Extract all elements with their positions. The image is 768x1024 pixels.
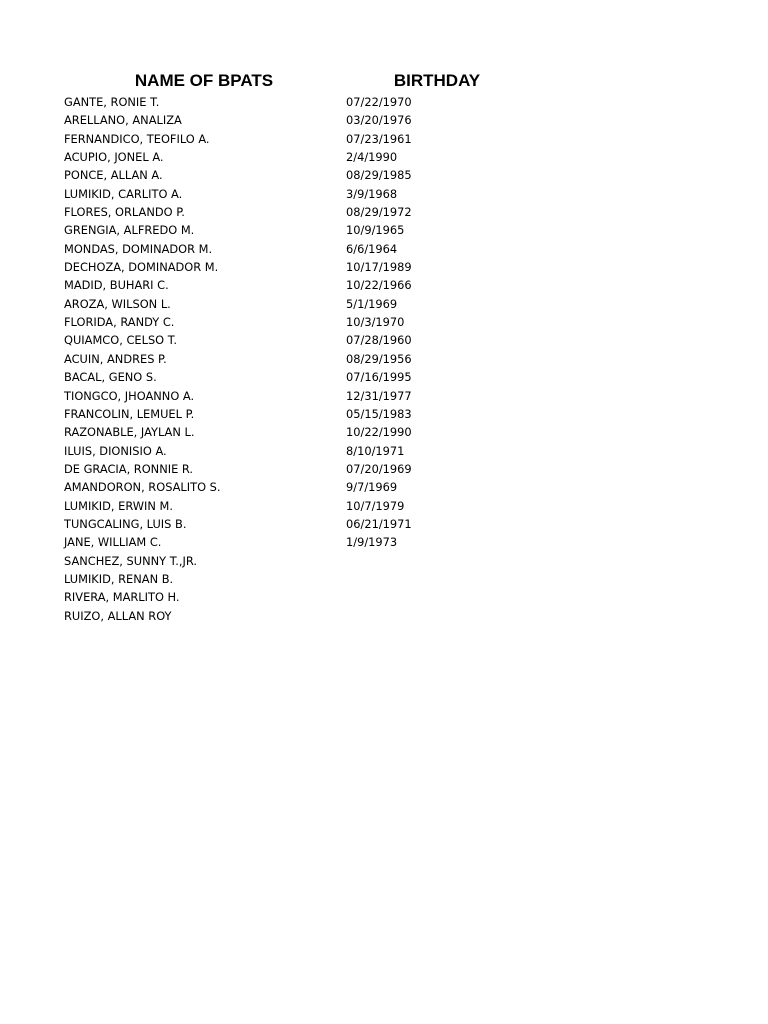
bpat-name: RIVERA, MARLITO H. <box>64 590 180 605</box>
column-header-name: NAME OF BPATS <box>134 71 274 90</box>
bpat-birthday: 08/29/1985 <box>346 168 412 183</box>
bpat-name: DE GRACIA, RONNIE R. <box>64 461 194 476</box>
list-row <box>64 368 484 386</box>
list-row <box>64 460 484 478</box>
list-row <box>64 130 484 148</box>
list-row <box>64 405 484 423</box>
bpat-birthday: 03/20/1976 <box>346 113 412 128</box>
list-row <box>64 221 484 239</box>
bpat-birthday: 2/4/1990 <box>346 150 398 165</box>
list-row <box>64 148 484 166</box>
bpat-birthday: 5/1/1969 <box>346 296 398 311</box>
bpat-birthday: 8/10/1971 <box>346 443 405 458</box>
bpat-name: ACUPIO, JONEL A. <box>64 150 164 165</box>
list-row <box>64 497 484 515</box>
list-row <box>64 166 484 184</box>
list-row <box>64 93 484 111</box>
list-row <box>64 588 484 606</box>
list-row <box>64 258 484 276</box>
bpat-birthday: 10/22/1990 <box>346 425 412 440</box>
bpat-birthday: 06/21/1971 <box>346 516 412 531</box>
bpat-name: ARELLANO, ANALIZA <box>64 113 182 128</box>
bpat-birthday: 07/20/1969 <box>346 461 412 476</box>
list-row <box>64 442 484 460</box>
bpat-name: LUMIKID, ERWIN M. <box>64 498 174 513</box>
bpats-list <box>64 93 484 625</box>
bpat-birthday: 05/15/1983 <box>346 406 412 421</box>
bpat-birthday: 10/22/1966 <box>346 278 412 293</box>
bpat-name: GANTE, RONIE T. <box>64 95 160 109</box>
bpat-birthday: 6/6/1964 <box>346 241 398 256</box>
bpat-birthday: 9/7/1969 <box>346 480 398 495</box>
list-row <box>64 240 484 258</box>
list-row <box>64 533 484 551</box>
bpat-name: BACAL, GENO S. <box>64 370 157 385</box>
list-row <box>64 203 484 221</box>
bpat-birthday: 12/31/1977 <box>346 388 412 403</box>
bpat-name: TIONGCO, JHOANNO A. <box>64 388 195 403</box>
list-row <box>64 478 484 496</box>
list-row <box>64 276 484 294</box>
list-row <box>64 350 484 368</box>
bpat-birthday: 3/9/1968 <box>346 186 398 201</box>
bpat-birthday: 10/9/1965 <box>346 223 405 238</box>
bpat-name: FLORIDA, RANDY C. <box>64 315 175 330</box>
bpat-name: SANCHEZ, SUNNY T.,JR. <box>64 553 198 568</box>
bpat-birthday: 10/7/1979 <box>346 498 405 513</box>
list-row <box>64 607 484 625</box>
bpat-birthday: 07/22/1970 <box>346 95 412 109</box>
bpat-name: JANE, WILLIAM C. <box>64 535 162 550</box>
bpat-name: MADID, BUHARI C. <box>64 278 169 293</box>
bpat-birthday: 07/16/1995 <box>346 370 412 385</box>
bpat-name: GRENGIA, ALFREDO M. <box>64 223 195 238</box>
bpat-name: FLORES, ORLANDO P. <box>64 205 185 220</box>
bpat-name: ACUIN, ANDRES P. <box>64 351 167 366</box>
bpat-name: AROZA, WILSON L. <box>64 296 171 311</box>
bpat-name: RAZONABLE, JAYLAN L. <box>64 425 195 440</box>
list-row <box>64 570 484 588</box>
bpat-birthday: 08/29/1972 <box>346 205 412 220</box>
bpat-name: MONDAS, DOMINADOR M. <box>64 241 213 256</box>
bpat-name: FERNANDICO, TEOFILO A. <box>64 131 210 146</box>
list-row <box>64 313 484 331</box>
bpat-name: FRANCOLIN, LEMUEL P. <box>64 406 195 421</box>
bpat-birthday: 08/29/1956 <box>346 351 412 366</box>
list-row <box>64 387 484 405</box>
bpat-name: LUMIKID, RENAN B. <box>64 571 174 586</box>
bpat-name: PONCE, ALLAN A. <box>64 168 163 183</box>
bpat-birthday: 1/9/1973 <box>346 535 398 550</box>
list-row <box>64 185 484 203</box>
list-row <box>64 515 484 533</box>
bpat-name: RUIZO, ALLAN ROY <box>64 608 172 623</box>
column-header-birthday: BIRTHDAY <box>393 71 481 90</box>
bpat-birthday: 07/28/1960 <box>346 333 412 348</box>
bpat-name: LUMIKID, CARLITO A. <box>64 186 183 201</box>
list-row <box>64 295 484 313</box>
bpat-name: TUNGCALING, LUIS B. <box>64 516 187 531</box>
bpat-name: QUIAMCO, CELSO T. <box>64 333 177 348</box>
list-row <box>64 423 484 441</box>
list-row <box>64 111 484 129</box>
bpat-birthday: 10/3/1970 <box>346 315 405 330</box>
bpat-birthday: 07/23/1961 <box>346 131 412 146</box>
bpat-birthday: 10/17/1989 <box>346 260 412 275</box>
bpat-name: DECHOZA, DOMINADOR M. <box>64 260 219 275</box>
bpat-name: ILUIS, DIONISIO A. <box>64 443 167 458</box>
list-row <box>64 331 484 349</box>
bpat-name: AMANDORON, ROSALITO S. <box>64 480 221 495</box>
list-row <box>64 552 484 570</box>
